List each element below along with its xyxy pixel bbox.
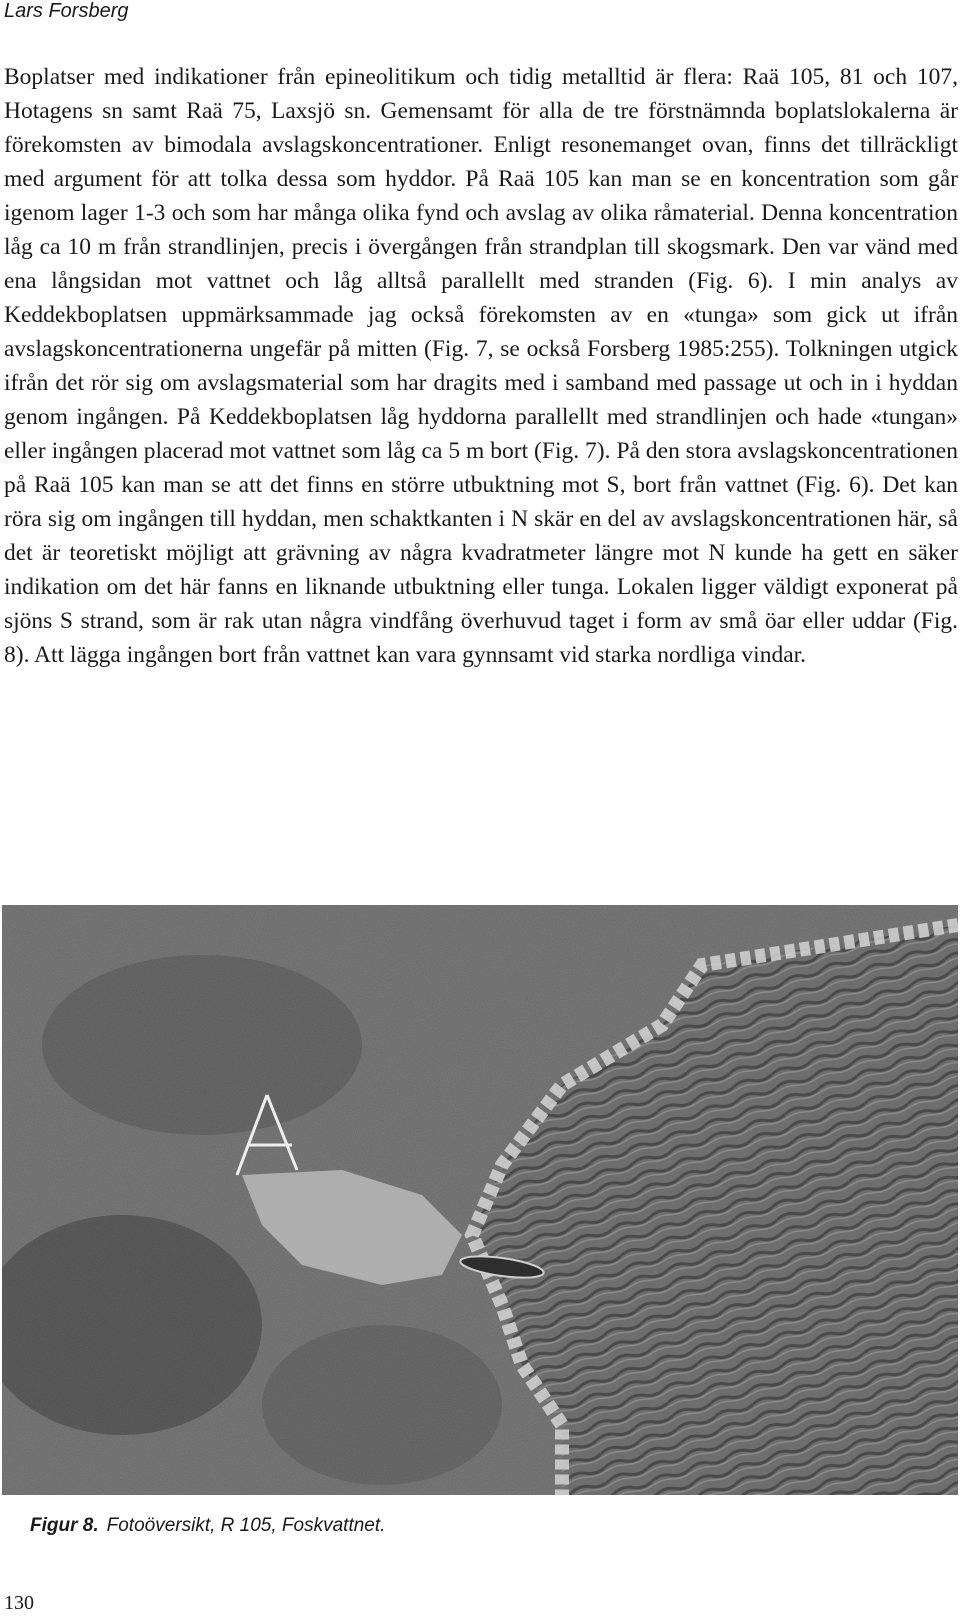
figure-caption <box>30 1515 385 1537</box>
figure-caption-text: Fotoöversikt, R 105, Foskvattnet. <box>106 1515 386 1536</box>
body-paragraph: Boplatser med indikationer från epineolitikum och tidig metalltid är flera: Raä 105, 81 och 107, Hotagens sn samt Raä 75, Laxsjö sn. Gemensamt för alla de tre förstnämnda boplatslokalerna är förekomsten av bimodala avslagskoncentrationer. Enligt resonemanget ovan, finns det tillräckligt med argument för att tolka dessa som hyddor. På Raä 105 kan man se en koncentration som går igenom lager 1-3 och som har många olika fynd och avslag av olika råmaterial. Denna koncentration låg ca 10 m från strandlinjen, precis i övergången från strandplan till skogsmark. Den var vänd med ena långsidan mot vattnet och låg alltså parallellt med stranden (Fig. 6). I min analys av Keddekboplatsen uppmärksammade jag också förekomsten av en «tunga» som gick ut ifrån avslagskoncentrationerna ungefär på mitten (Fig. 7, se också Forsberg 1985:255). Tolkningen utgick ifrån det rör sig om avslagsmaterial som har dragits med i samband med passage ut och in i hyddan genom ingången. På Keddekboplatsen låg hyddorna parallellt med strandlinjen och hade «tungan» eller ingången placerad mot vattnet som låg ca 5 m bort (Fig. 7). På den stora avslagskoncentrationen på Raä 105 kan man se att det finns en större utbuktning mot S, bort från vattnet (Fig. 6). Det kan röra sig om ingången till hyddan, men schaktkanten i N skär en del av avslagskoncentrationen här, så det är teoretiskt möjligt att grävning av några kvadratmeter längre mot N kunde ha gett en säker indikation om det här fanns en liknande utbuktning eller tunga. Lokalen ligger väldigt exponerat på sjöns S strand, som är rak utan några vindfång överhuvud taget i form av små öar eller uddar (Fig. 8). Att lägga ingången bort från vattnet kan vara gynnsamt vid starka nordliga vindar. <box>4 64 958 668</box>
aerial-photo-figure <box>2 905 958 1495</box>
figure-label: Figur 8. <box>30 1515 99 1536</box>
running-head-author: Lars Forsberg <box>4 0 129 22</box>
page-number: 130 <box>4 1592 34 1614</box>
